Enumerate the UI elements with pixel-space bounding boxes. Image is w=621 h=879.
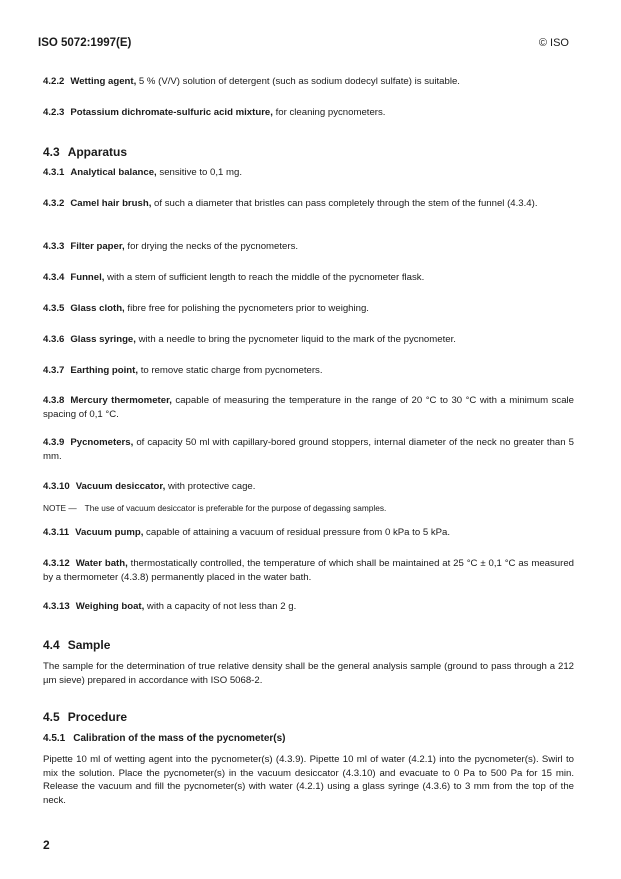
clause-4-3-7	[43, 364, 574, 378]
clause-number: 4.3.7	[43, 365, 65, 376]
subsection-title: Calibration of the mass of the pycnometer(s)	[73, 733, 286, 744]
clause-4-3-3	[43, 240, 574, 254]
section-number: 4.5	[43, 710, 60, 724]
clause-term: Funnel,	[70, 272, 105, 283]
clause-term: Vacuum pump,	[75, 527, 144, 538]
subsection-heading-calibration	[43, 733, 286, 744]
clause-text: of such a diameter that bristles can pass completely through the stem of the funnel (4.3.4).	[151, 198, 538, 209]
clause-4-3-1	[43, 166, 574, 180]
clause-number: 4.2.3	[43, 107, 65, 118]
clause-text: with a capacity of not less than 2 g.	[144, 601, 297, 612]
clause-4-2-2	[43, 75, 574, 89]
clause-number: 4.3.4	[43, 272, 65, 283]
clause-term: Water bath,	[75, 558, 128, 569]
subsection-number: 4.5.1	[43, 733, 66, 744]
clause-term: Camel hair brush,	[70, 198, 152, 209]
clause-4-3-8	[43, 394, 574, 422]
clause-term: Analytical balance,	[70, 167, 157, 178]
clause-number: 4.3.12	[43, 558, 70, 569]
clause-4-3-5	[43, 302, 574, 316]
clause-text: for cleaning pycnometers.	[272, 107, 386, 118]
clause-term: Pycnometers,	[70, 437, 134, 448]
clause-number: 4.3.1	[43, 167, 65, 178]
copyright-mark: © ISO	[538, 37, 569, 49]
clause-number: 4.3.5	[43, 303, 65, 314]
clause-number: 4.3.9	[43, 437, 65, 448]
clause-text: thermostatically controlled, the temperature of which shall be maintained at 25 °C ± 0,1 °C as measured by a thermometer (4.3.8) permanently placed in the water bath.	[43, 558, 574, 583]
clause-4-3-6	[43, 333, 574, 347]
section-title: Sample	[67, 638, 111, 652]
clause-number: 4.3.10	[43, 481, 70, 492]
section-heading-sample	[43, 638, 110, 652]
section-title: Apparatus	[67, 145, 128, 159]
clause-4-3-9	[43, 436, 574, 464]
note-text: The use of vacuum desiccator is preferable for the purpose of degassing samples.	[84, 503, 387, 513]
clause-4-3-11	[43, 526, 574, 540]
clause-number: 4.3.11	[43, 527, 70, 538]
clause-term: Filter paper,	[70, 241, 125, 252]
clause-text: to remove static charge from pycnometers.	[138, 365, 323, 376]
clause-text: with protective cage.	[165, 481, 256, 492]
section-heading-apparatus	[43, 145, 127, 159]
clause-number: 4.3.2	[43, 198, 65, 209]
calibration-paragraph: Pipette 10 ml of wetting agent into the pycnometer(s) (4.3.9). Pipette 10 ml of water (4.2.1) into the pycnometer(s). Swirl to mix the solution. Place the pycnometer(s) in the vacuum desiccator (4.3.10) and evacuate to 0 Pa to 500 Pa for 15 min. Release the vacuum and fill the pycnometer(s) with water (4.2.1) using a glass syringe (4.3.6) to 3 mm from the top of the neck.	[43, 754, 574, 806]
clause-4-3-13	[43, 600, 574, 614]
clause-term: Glass cloth,	[70, 303, 125, 314]
clause-text: with a needle to bring the pycnometer liquid to the mark of the pycnometer.	[135, 334, 456, 345]
clause-4-3-12	[43, 557, 574, 585]
clause-term: Weighing boat,	[75, 601, 145, 612]
clause-text: fibre free for polishing the pycnometers prior to weighing.	[124, 303, 369, 314]
clause-number: 4.2.2	[43, 76, 65, 87]
clause-text: 5 % (V/V) solution of detergent (such as sodium dodecyl sulfate) is suitable.	[136, 76, 460, 87]
clause-text: sensitive to 0,1 mg.	[156, 167, 243, 178]
clause-text: of capacity 50 ml with capillary-bored ground stoppers, internal diameter of the neck no greater than 5 mm.	[43, 437, 574, 462]
section-heading-procedure	[43, 710, 127, 724]
clause-4-3-2	[43, 197, 574, 211]
section-number: 4.4	[43, 638, 60, 652]
clause-4-3-10	[43, 480, 574, 494]
sample-paragraph: The sample for the determination of true relative density shall be the general analysis sample (ground to pass through a 212 µm sieve) prepared in accordance with ISO 5068-2.	[43, 661, 574, 686]
clause-term: Vacuum desiccator,	[75, 481, 166, 492]
section-title: Procedure	[67, 710, 128, 724]
clause-term: Earthing point,	[70, 365, 139, 376]
clause-4-3-4	[43, 271, 574, 285]
document-id: ISO 5072:1997(E)	[38, 37, 132, 49]
clause-term: Potassium dichromate-sulfuric acid mixture,	[70, 107, 273, 118]
note-label: NOTE —	[43, 503, 77, 513]
page-number: 2	[43, 838, 50, 852]
clause-term: Wetting agent,	[70, 76, 137, 87]
note	[43, 502, 574, 514]
clause-number: 4.3.3	[43, 241, 65, 252]
clause-term: Mercury thermometer,	[70, 395, 172, 406]
clause-text: for drying the necks of the pycnometers.	[124, 241, 299, 252]
clause-text: capable of measuring the temperature in the range of 20 °C to 30 °C with a minimum scale spacing of 0,1 °C.	[43, 395, 574, 420]
clause-number: 4.3.13	[43, 601, 70, 612]
clause-4-2-3	[43, 106, 574, 120]
clause-number: 4.3.8	[43, 395, 65, 406]
section-number: 4.3	[43, 145, 60, 159]
clause-term: Glass syringe,	[70, 334, 136, 345]
clause-number: 4.3.6	[43, 334, 65, 345]
clause-text: with a stem of sufficient length to reach the middle of the pycnometer flask.	[104, 272, 425, 283]
clause-text: capable of attaining a vacuum of residual pressure from 0 kPa to 5 kPa.	[143, 527, 451, 538]
